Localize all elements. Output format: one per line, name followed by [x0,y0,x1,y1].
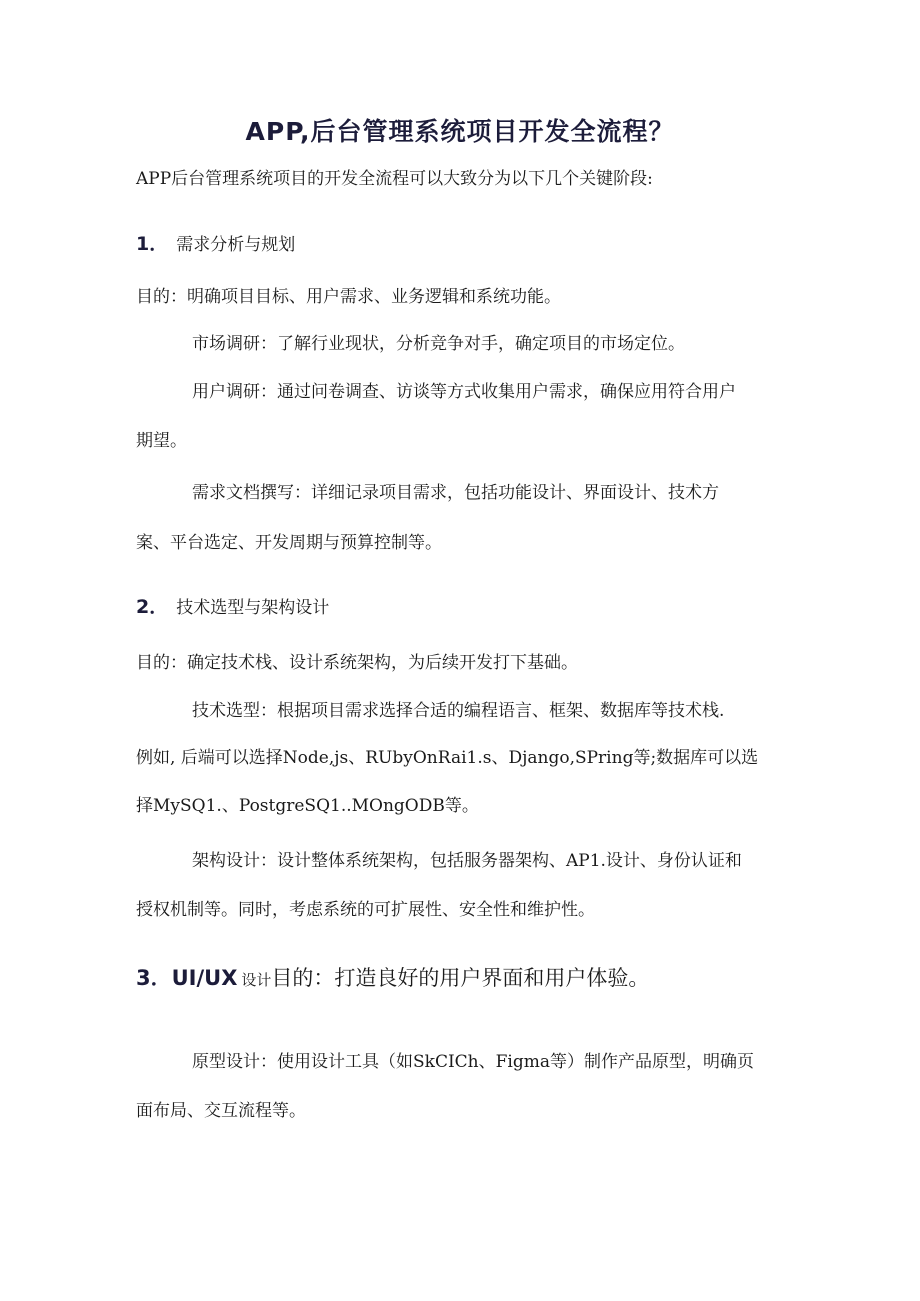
section-1-user-research-line1: 用户调研：通过问卷调查、访谈等方式收集用户需求，确保应用符合用户 [192,382,736,402]
section-1-requirements-doc-line1: 需求文档撰写：详细记录项目需求，包括功能设计、界面设计、技术方 [192,483,719,503]
section-3-title-small: 设计 [241,971,272,989]
section-2-title: 技术选型与架构设计 [176,598,330,618]
section-1-purpose: 目的：明确项目目标、用户需求、业务逻辑和系统功能。 [136,287,561,307]
section-2-tech-selection-line1: 技术选型：根据项目需求选择合适的编程语言、框架、数据库等技术栈. [192,701,725,721]
section-1-user-research-line2: 期望。 [136,431,187,451]
section-1-requirements-doc-line2: 案、平台选定、开发周期与预算控制等。 [136,533,442,553]
section-2-number: 2． [136,596,169,618]
section-2-architecture-line2: 授权机制等。同时，考虑系统的可扩展性、安全性和维护性。 [136,900,595,920]
section-3-number: 3．UI/UX [136,966,238,990]
section-3-title-rest: 目的：打造良好的用户界面和用户体验。 [271,966,650,990]
section-2-tech-selection-line3: 择MySQ1.、PostgreSQ1..MOngODB等。 [136,796,479,816]
section-2-purpose: 目的：确定技术栈、设计系统架构，为后续开发打下基础。 [136,653,578,673]
section-2-tech-selection-line2: 例如, 后端可以选择Node,js、RUbyOnRai1.s、Django,SPring等;数据库可以选 [136,748,759,768]
section-1-market-research: 市场调研：了解行业现状，分析竞争对手，确定项目的市场定位。 [192,334,685,354]
section-3-prototype-line1: 原型设计：使用设计工具（如SkCICh、Figma等）制作产品原型，明确页 [192,1052,754,1072]
section-3-heading [136,966,649,992]
section-1-number: 1． [136,233,169,255]
section-1-heading [136,232,295,257]
section-1-title: 需求分析与规划 [176,235,296,255]
document-title: APP,后台管理系统项目开发全流程？ [245,117,675,146]
section-2-heading [136,595,329,620]
section-2-architecture-line1: 架构设计：设计整体系统架构，包括服务器架构、AP1.设计、身份认证和 [192,851,742,871]
intro-paragraph: APP后台管理系统项目的开发全流程可以大致分为以下几个关键阶段: [136,169,653,189]
section-3-prototype-line2: 面布局、交互流程等。 [136,1101,306,1121]
